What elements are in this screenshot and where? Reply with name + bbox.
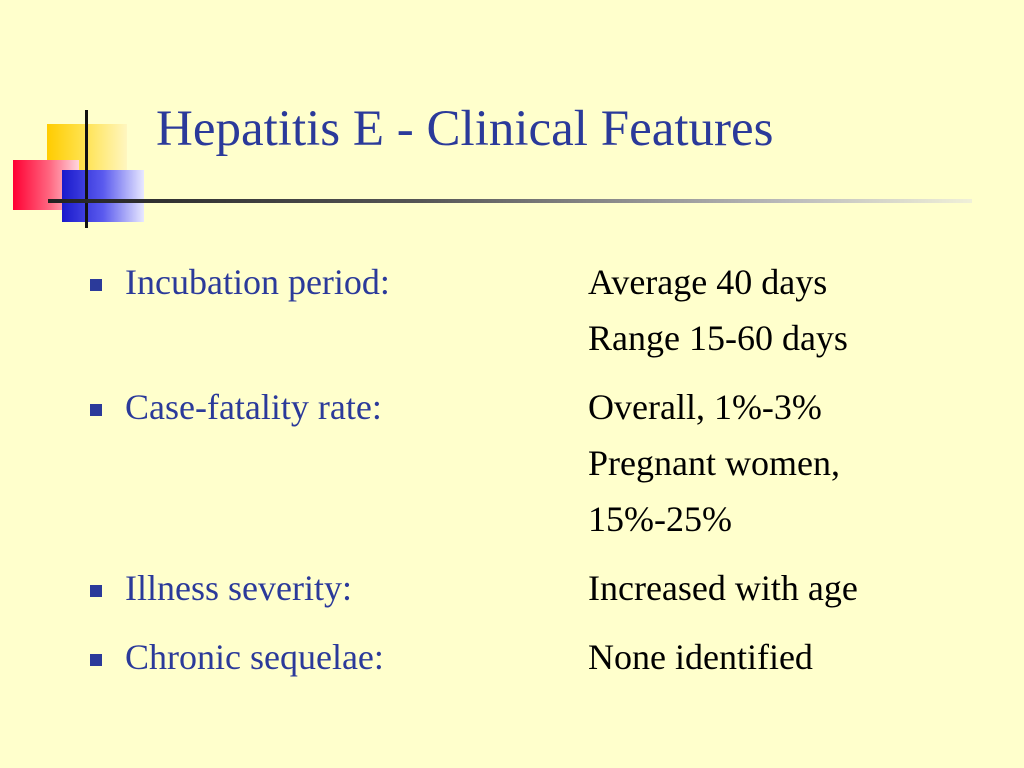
feature-value: [588, 629, 813, 685]
list-item-incubation: [88, 254, 988, 366]
feature-label: Incubation period:: [125, 262, 390, 302]
feature-label: Chronic sequelae:: [125, 637, 384, 677]
feature-value-line: None identified: [588, 637, 813, 677]
feature-list: [88, 254, 988, 685]
list-item-case-fatality: [88, 379, 988, 547]
feature-value: [588, 560, 858, 616]
feature-value: [588, 379, 840, 547]
feature-value-line: Overall, 1%-3%: [588, 387, 822, 427]
vertical-divider-line: [85, 110, 88, 228]
square-bullet-icon: [88, 560, 125, 616]
feature-value-line: Pregnant women,: [588, 443, 840, 483]
feature-label: Illness severity:: [125, 568, 352, 608]
list-item-illness-severity: [88, 560, 988, 616]
feature-value-line: Average 40 days: [588, 262, 828, 302]
list-item-chronic-sequelae: [88, 629, 988, 685]
decorative-squares-logo: [0, 0, 160, 240]
feature-value-line: Range 15-60 days: [588, 318, 848, 358]
feature-value-line: 15%-25%: [588, 499, 732, 539]
slide-title: Hepatitis E - Clinical Features: [156, 101, 774, 157]
feature-value-line: Increased with age: [588, 568, 858, 608]
blue-square-shape: [62, 170, 144, 222]
feature-value: [588, 254, 848, 366]
title-underline: [48, 199, 972, 203]
square-bullet-icon: [88, 629, 125, 685]
feature-label: Case-fatality rate:: [125, 387, 382, 427]
square-bullet-icon: [88, 254, 125, 310]
square-bullet-icon: [88, 379, 125, 435]
